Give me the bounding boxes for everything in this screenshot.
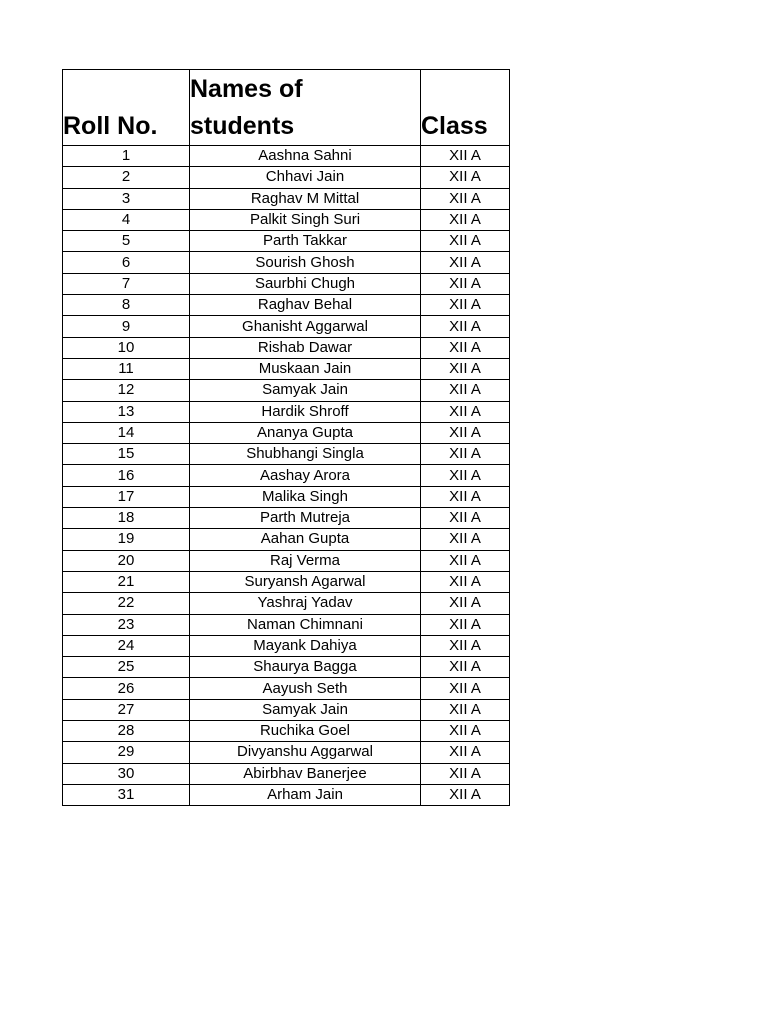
- class-cell: XII A: [421, 635, 510, 656]
- table-row: [63, 337, 510, 358]
- class-cell: XII A: [421, 358, 510, 379]
- student-name-cell: Samyak Jain: [190, 380, 421, 401]
- class-cell: XII A: [421, 784, 510, 805]
- header-class-label: Class: [421, 112, 488, 140]
- header-names-line-1: Names of: [190, 75, 303, 103]
- table-row: [63, 380, 510, 401]
- class-cell: XII A: [421, 146, 510, 167]
- header-class: [421, 70, 510, 146]
- class-cell: XII A: [421, 422, 510, 443]
- student-name-cell: Aahan Gupta: [190, 529, 421, 550]
- class-cell: XII A: [421, 508, 510, 529]
- student-name-cell: Sourish Ghosh: [190, 252, 421, 273]
- class-cell: XII A: [421, 401, 510, 422]
- table-row: [63, 422, 510, 443]
- roll-no-cell: 10: [63, 337, 190, 358]
- class-cell: XII A: [421, 571, 510, 592]
- class-cell: XII A: [421, 209, 510, 230]
- table-row: [63, 209, 510, 230]
- table-row: [63, 699, 510, 720]
- table-row: [63, 273, 510, 294]
- table-row: [63, 571, 510, 592]
- class-cell: XII A: [421, 678, 510, 699]
- roll-no-cell: 28: [63, 721, 190, 742]
- table-row: [63, 635, 510, 656]
- class-cell: XII A: [421, 486, 510, 507]
- roll-no-cell: 26: [63, 678, 190, 699]
- student-name-cell: Chhavi Jain: [190, 167, 421, 188]
- class-cell: XII A: [421, 337, 510, 358]
- roll-no-cell: 23: [63, 614, 190, 635]
- roll-no-cell: 6: [63, 252, 190, 273]
- student-name-cell: Malika Singh: [190, 486, 421, 507]
- student-name-cell: Abirbhav Banerjee: [190, 763, 421, 784]
- roll-no-cell: 22: [63, 593, 190, 614]
- student-name-cell: Saurbhi Chugh: [190, 273, 421, 294]
- roll-no-cell: 1: [63, 146, 190, 167]
- roll-no-cell: 24: [63, 635, 190, 656]
- table-row: [63, 295, 510, 316]
- roll-no-cell: 2: [63, 167, 190, 188]
- class-cell: XII A: [421, 465, 510, 486]
- class-cell: XII A: [421, 295, 510, 316]
- student-name-cell: Muskaan Jain: [190, 358, 421, 379]
- roll-no-cell: 30: [63, 763, 190, 784]
- class-cell: XII A: [421, 252, 510, 273]
- table-row: [63, 486, 510, 507]
- student-name-cell: Mayank Dahiya: [190, 635, 421, 656]
- class-cell: XII A: [421, 529, 510, 550]
- roll-no-cell: 5: [63, 231, 190, 252]
- student-name-cell: Aashay Arora: [190, 465, 421, 486]
- table-row: [63, 401, 510, 422]
- table-row: [63, 614, 510, 635]
- class-cell: XII A: [421, 699, 510, 720]
- table-row: [63, 657, 510, 678]
- student-name-cell: Parth Mutreja: [190, 508, 421, 529]
- table-row: [63, 146, 510, 167]
- table-row: [63, 188, 510, 209]
- table-row: [63, 444, 510, 465]
- class-cell: XII A: [421, 614, 510, 635]
- student-name-cell: Suryansh Agarwal: [190, 571, 421, 592]
- class-cell: XII A: [421, 550, 510, 571]
- roll-no-cell: 11: [63, 358, 190, 379]
- table-row: [63, 550, 510, 571]
- header-roll-no: [63, 70, 190, 146]
- roll-no-cell: 13: [63, 401, 190, 422]
- class-cell: XII A: [421, 316, 510, 337]
- student-name-cell: Aashna Sahni: [190, 146, 421, 167]
- table-row: [63, 167, 510, 188]
- table-row: [63, 763, 510, 784]
- class-cell: XII A: [421, 593, 510, 614]
- table-row: [63, 358, 510, 379]
- roll-no-cell: 14: [63, 422, 190, 443]
- class-cell: XII A: [421, 167, 510, 188]
- table-row: [63, 593, 510, 614]
- class-cell: XII A: [421, 444, 510, 465]
- table-row: [63, 508, 510, 529]
- roll-no-cell: 19: [63, 529, 190, 550]
- table-row: [63, 678, 510, 699]
- roll-no-cell: 12: [63, 380, 190, 401]
- roll-no-cell: 25: [63, 657, 190, 678]
- student-name-cell: Raghav Behal: [190, 295, 421, 316]
- student-name-cell: Samyak Jain: [190, 699, 421, 720]
- table-row: [63, 252, 510, 273]
- roll-no-cell: 7: [63, 273, 190, 294]
- header-row: [63, 70, 510, 146]
- class-cell: XII A: [421, 657, 510, 678]
- roll-no-cell: 31: [63, 784, 190, 805]
- table-row: [63, 721, 510, 742]
- student-name-cell: Rishab Dawar: [190, 337, 421, 358]
- roll-no-cell: 15: [63, 444, 190, 465]
- roll-no-cell: 17: [63, 486, 190, 507]
- class-cell: XII A: [421, 231, 510, 252]
- student-name-cell: Arham Jain: [190, 784, 421, 805]
- student-name-cell: Ghanisht Aggarwal: [190, 316, 421, 337]
- class-cell: XII A: [421, 742, 510, 763]
- student-roster-table: [62, 69, 510, 806]
- roll-no-cell: 29: [63, 742, 190, 763]
- table-row: [63, 784, 510, 805]
- table-row: [63, 231, 510, 252]
- student-name-cell: Palkit Singh Suri: [190, 209, 421, 230]
- student-name-cell: Divyanshu Aggarwal: [190, 742, 421, 763]
- student-name-cell: Yashraj Yadav: [190, 593, 421, 614]
- class-cell: XII A: [421, 763, 510, 784]
- student-name-cell: Ananya Gupta: [190, 422, 421, 443]
- table-row: [63, 316, 510, 337]
- student-name-cell: Shubhangi Singla: [190, 444, 421, 465]
- roll-no-cell: 4: [63, 209, 190, 230]
- class-cell: XII A: [421, 273, 510, 294]
- student-name-cell: Parth Takkar: [190, 231, 421, 252]
- table-row: [63, 465, 510, 486]
- student-name-cell: Shaurya Bagga: [190, 657, 421, 678]
- table-row: [63, 742, 510, 763]
- roll-no-cell: 9: [63, 316, 190, 337]
- roll-no-cell: 18: [63, 508, 190, 529]
- roll-no-cell: 27: [63, 699, 190, 720]
- class-cell: XII A: [421, 380, 510, 401]
- roll-no-cell: 21: [63, 571, 190, 592]
- header-names-line-2: students: [190, 112, 295, 140]
- student-name-cell: Hardik Shroff: [190, 401, 421, 422]
- header-roll-no-label: Roll No.: [63, 112, 158, 140]
- student-name-cell: Ruchika Goel: [190, 721, 421, 742]
- student-name-cell: Naman Chimnani: [190, 614, 421, 635]
- roll-no-cell: 3: [63, 188, 190, 209]
- header-student-names: [190, 70, 421, 146]
- table-row: [63, 529, 510, 550]
- roll-no-cell: 20: [63, 550, 190, 571]
- student-name-cell: Raj Verma: [190, 550, 421, 571]
- student-name-cell: Aayush Seth: [190, 678, 421, 699]
- class-cell: XII A: [421, 188, 510, 209]
- student-name-cell: Raghav M Mittal: [190, 188, 421, 209]
- roll-no-cell: 8: [63, 295, 190, 316]
- class-cell: XII A: [421, 721, 510, 742]
- table-header: [63, 70, 510, 146]
- roll-no-cell: 16: [63, 465, 190, 486]
- table-body: [63, 146, 510, 806]
